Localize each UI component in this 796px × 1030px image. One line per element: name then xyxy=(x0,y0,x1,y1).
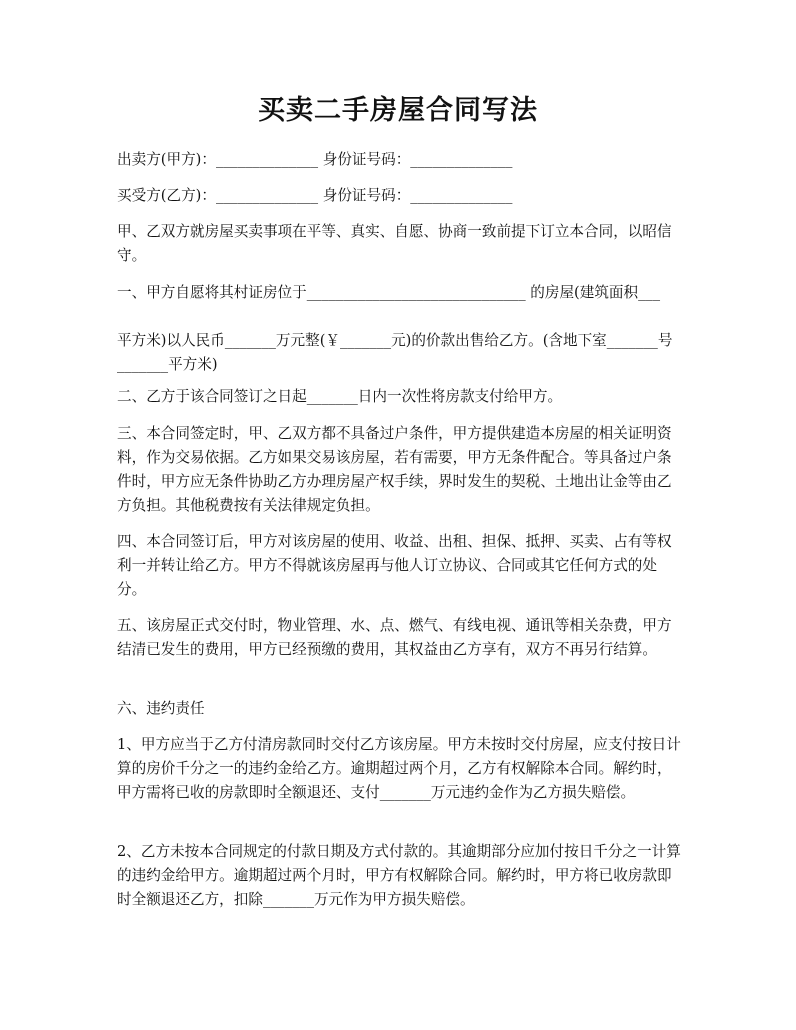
clause-6-1-paragraph: 1、甲方应当于乙方付清房款同时交付乙方该房屋。甲方未按时交付房屋，应支付按日计算的房价千分之一的违约金给乙方。逾期超过两个月，乙方有权解除本合同。解约时，甲方需将已收的房款即时全额退还、支付_______万元违约金作为乙方损失赔偿。 xyxy=(117,736,681,801)
clause-3-paragraph: 三、本合同签定时，甲、乙双方都不具备过户条件，甲方提供建造本房屋的相关证明资料，作为交易依据。乙方如果交易该房屋，若有需要，甲方无条件配合。等具备过户条件时，甲方应无条件协助乙方办理房屋产权手续，界时发生的契税、土地出让金等由乙方负担。其他税费按有关法律规定负担。 xyxy=(117,425,672,514)
clause-4-paragraph: 四、本合同签订后，甲方对该房屋的使用、收益、出租、担保、抵押、买卖、占有等权利一并转让给乙方。甲方不得就该房屋再与他人订立协议、合同或其它任何方式的处分。 xyxy=(117,533,672,598)
clause-6-heading: 六、违约责任 xyxy=(117,700,205,717)
clause-5-paragraph: 五、该房屋正式交付时，物业管理、水、点、燃气、有线电视、通讯等相关杂费，甲方结清已发生的费用，甲方已经预缴的费用，其权益由乙方享有，双方不再另行结算。 xyxy=(117,617,672,658)
clause-1-paragraph: 一、甲方自愿将其村证房位于______________________________ 的房屋(建筑面积___ xyxy=(117,284,661,301)
seller-line: 出卖方(甲方)：______________ 身份证号码：______________ xyxy=(117,151,513,168)
preamble-paragraph: 甲、乙双方就房屋买卖事项在平等、真实、自愿、协商一致前提下订立本合同，以昭信守。 xyxy=(117,223,672,264)
clause-1-continued-paragraph: 平方米)以人民币_______万元整(￥_______元)的价款出售给乙方。(含地下室_______号_______平方米) xyxy=(117,332,673,373)
buyer-line: 买受方(乙方)：______________ 身份证号码：______________ xyxy=(117,187,513,204)
clause-2-paragraph: 二、乙方于该合同签订之日起_______日内一次性将房款支付给甲方。 xyxy=(117,388,563,405)
clause-6-2-paragraph: 2、乙方未按本合同规定的付款日期及方式付款的。其逾期部分应加付按日千分之一计算的违约金给甲方。逾期超过两个月时，甲方有权解除合同。解约时，甲方将已收房款即时全额退还乙方，扣除_______万元作为甲方损失赔偿。 xyxy=(117,843,681,908)
document-title: 买卖二手房屋合同写法 xyxy=(258,95,538,126)
